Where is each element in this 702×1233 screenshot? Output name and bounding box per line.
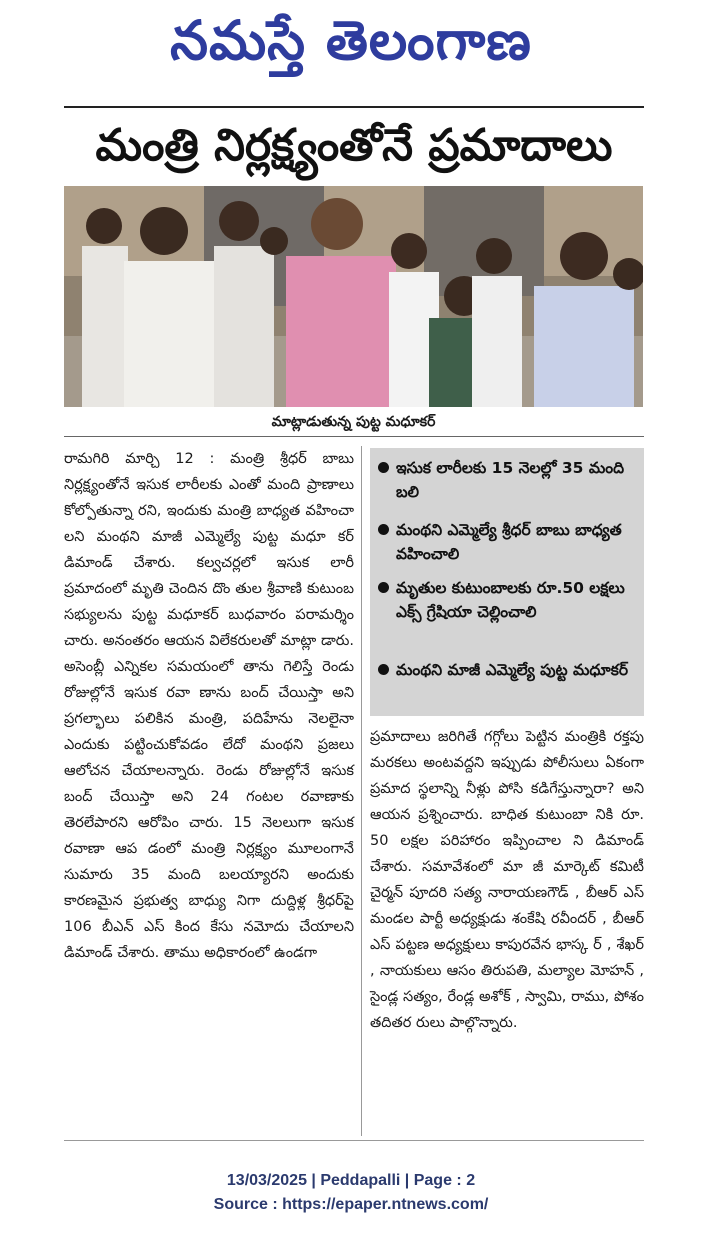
article-column-right — [370, 724, 644, 1136]
footer-date-edition: 13/03/2025 | Peddapalli | Page : 2 — [226, 1172, 476, 1189]
article-photo — [64, 186, 643, 407]
highlights-box — [370, 448, 644, 716]
top-divider — [64, 106, 644, 108]
caption-divider — [64, 436, 644, 437]
masthead — [0, 0, 702, 80]
photo-caption: మాట్లాడుతున్న పుట్ట మధూకర్ — [271, 414, 436, 430]
highlight-item — [370, 456, 644, 504]
highlight-text: మృతుల కుటుంబాలకు రూ.50 లక్షలు ఎక్స్ గ్రేషియా చెల్లించాలి — [396, 579, 625, 621]
highlight-item — [370, 518, 644, 566]
group-photo-illustration — [64, 186, 643, 407]
highlight-item — [370, 658, 644, 706]
highlight-text: మంథని మాజీ ఎమ్మెల్యే పుట్ట మధూకర్ — [396, 661, 629, 679]
highlight-text: మంథని ఎమ్మెల్యే శ్రీధర్ బాబు బాధ్యత వహించాలి — [396, 521, 622, 563]
article-body-right: ప్రమాదాలు జరిగితే గగ్గోలు పెట్టిన మంత్రికి రక్తపు మరకలు అంటవద్దని ఇప్పుడు పోలీసులు ఏకంగా ప్రమాద స్థలాన్ని నీళ్లు పోసి కడిగేస్తున్నారా? అని ఆయన ప్రశ్నించారు. బాధిత కుటుంబా నికి రూ. 50 లక్షల పరిహారం ఇప్పించాల ని డిమాండ్ చేశారు. సమావేశంలో మా జీ మార్కెట్ కమిటీ చైర్మన్ పూదరి సత్య నారాయణగౌడ్ , బీఆర్ ఎస్ మండల పార్టీ అధ్యక్షుడు శంకేషి రవీందర్ , బీఆర్ ఎస్ పట్టణ అధ్యక్షులు కాపురవేన భాస్క ర్ , శేఖర్ , నాయకులు ఆసం తిరుపతి, మల్యాల మోహన్ , సైండ్ల సత్యం, రేండ్ల అశోక్ , స్వామి, రాము, పోశం తదితర రులు పాల్గొన్నారు. — [370, 729, 644, 1031]
highlight-item — [370, 576, 644, 648]
bullet-icon — [378, 524, 389, 535]
bullet-icon — [378, 582, 389, 593]
newspaper-title: నమస్తే తెలంగాణ — [170, 8, 532, 72]
footer-source: Source : https://epaper.ntnews.com/ — [213, 1196, 489, 1213]
column-divider — [361, 446, 362, 1136]
article-headline: మంత్రి నిర్లక్ష్యంతోనే ప్రమాదాలు — [95, 120, 613, 171]
article-column-left — [64, 446, 354, 1136]
footer-divider — [64, 1140, 644, 1141]
bullet-icon — [378, 462, 389, 473]
highlight-text: ఇసుక లారీలకు 15 నెలల్లో 35 మంది బలి — [396, 459, 625, 501]
bullet-icon — [378, 664, 389, 675]
article-body-left: రామగిరి మార్చి 12 : మంత్రి శ్రీధర్ బాబు నిర్లక్ష్యంతోనే ఇసుక లారీలకు ఎంతో మంది ప్రాణాలు కోల్పోతున్నా రని, ఇందుకు మంత్రి బాధ్యత వహించా లని మంథని మాజీ ఎమ్మెల్యే పుట్ట మధూ కర్ డిమాండ్ చేశారు. కల్వచర్లలో ఇసుక లారీ ప్రమాదంలో మృతి చెందిన దొం తుల శ్రీవాణి కుటుంబ సభ్యులను పుట్ట మధూకర్ బుధవారం పరామర్శిం చారు. అనంతరం ఆయన విలేకరులతో మాట్లా డారు. అసెంబ్లీ ఎన్నికల సమయంలో తాను గెలిస్తే రెండు రోజుల్లోనే ఇసుక రవా ణాను బంద్ చేయిస్తా అని ప్రగల్భాలు పలికిన మంత్రి, పదిహేను నెలలైనా ఎందుకు పట్టించుకోవడం లేదో మంథని ప్రజలు ఆలోచన చేయాలన్నారు. రెండు రోజుల్లోనే ఇసుక బంద్ చేయిస్తా అని 24 గంటల రవాణాకు తెరలేపారని ఆరోపిం చారు. 15 నెలలుగా ఇసుక రవాణా ఆప డంలో మంత్రి నిర్లక్ష్యం మూలంగానే సుమారు 35 మంది బలయ్యారని అందుకు కారణమైన ప్రభుత్వ బాధ్యు నిగా దుద్దిళ్ల శ్రీధర్‌పై 106 బీఎన్ ఎస్ కింద కేసు నమోదు చేయాలని డిమాండ్ చేశారు. తాము అధికారంలో ఉండగా — [64, 451, 354, 961]
